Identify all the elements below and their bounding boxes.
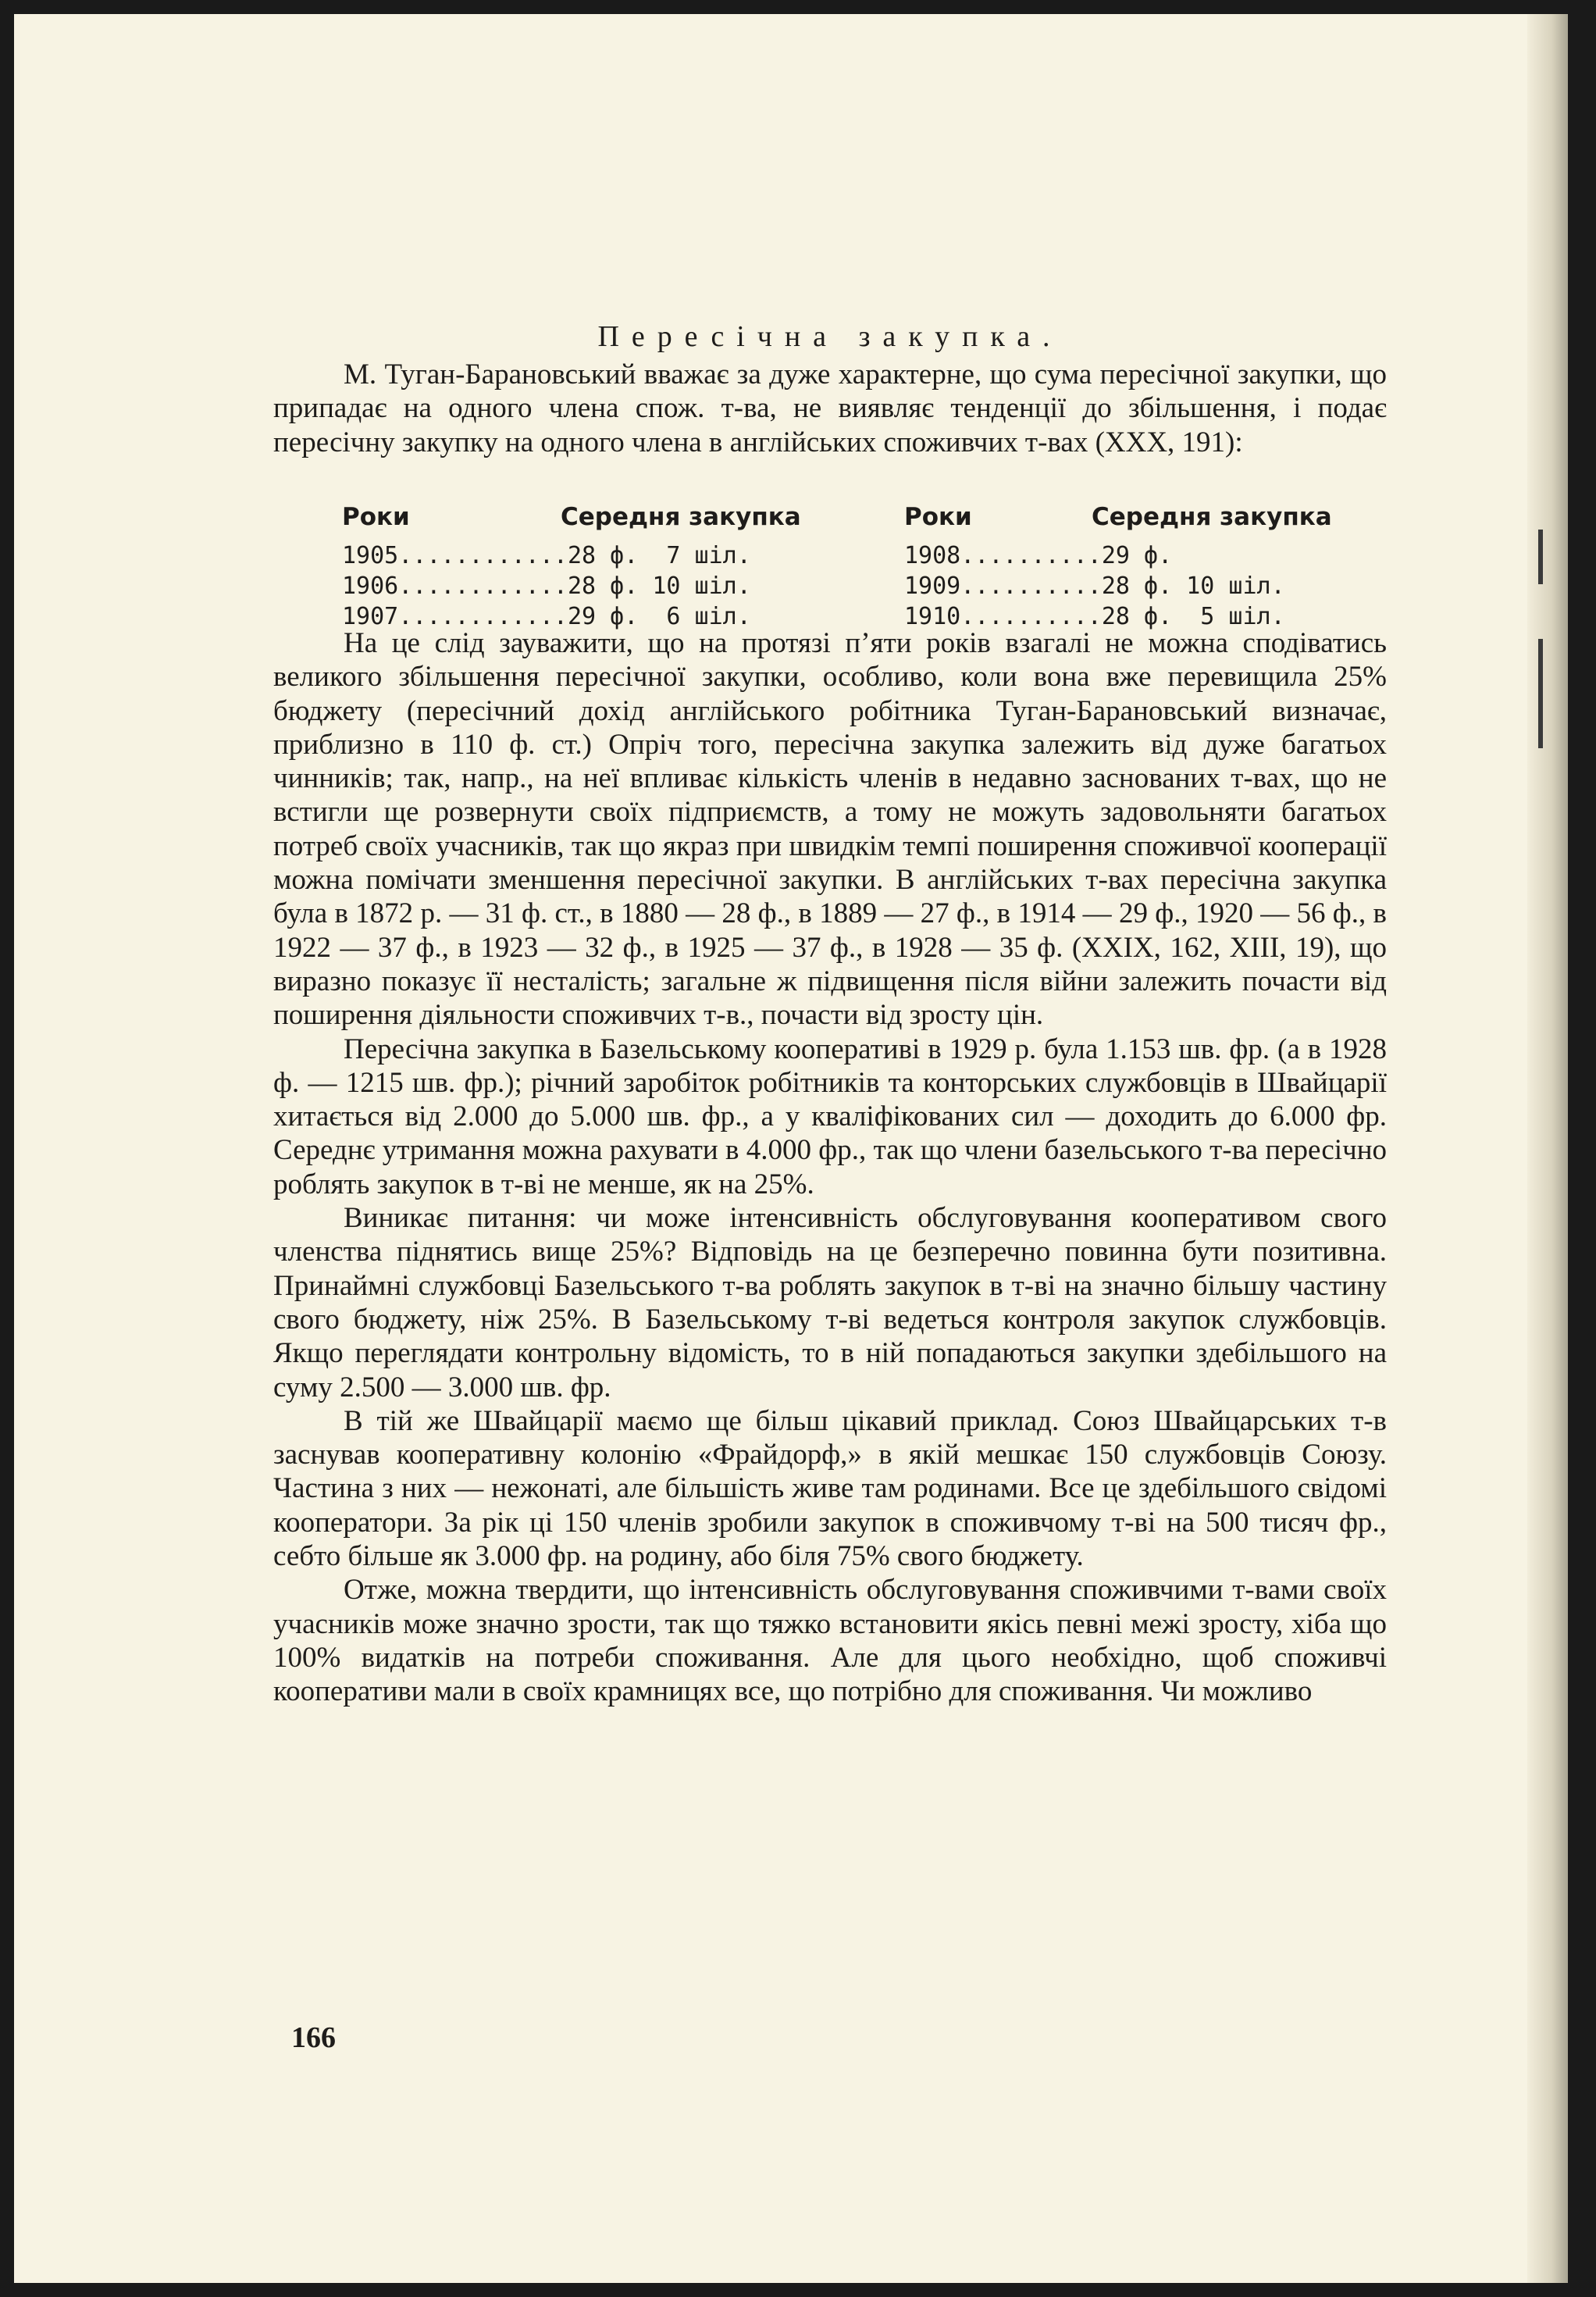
intro-paragraph: М. Туган-Барановський вважає за дуже характерне, що сума пересічної закупки, що припадає на одного члена спож. т-ва, не виявляє тенденції до збільшення, і подає пересічну закупку на одного члена в англійських споживчих т-вах (XXX, 191):: [273, 358, 1387, 458]
page-number: 166: [291, 2021, 336, 2054]
page-edge: [1527, 14, 1568, 2283]
paragraph-2: Пересічна закупка в Базельському кооперативі в 1929 р. була 1.153 шв. фр. (а в 1928 ф. — 1215 шв. фр.); річний заробіток робітників та конторських службовців в Швайцарії хитається від 2.000 до 5.000 шв. фр., а у кваліфікованих сил — доходить до 6.000 фр. Середнє утримання можна рахувати в 4.000 фр., так що члени базельського т-ва пересічно роблять закупок в т-ві не менше, як на 25%.: [273, 1033, 1387, 1200]
section-title: Пересічна закупка.: [597, 320, 1063, 353]
table-column-right: [904, 500, 1388, 632]
edge-mark: [1538, 530, 1543, 584]
table-row: 1905............28 ф. 7 шіл.: [342, 542, 751, 569]
table-row: 1910..........28 ф. 5 шіл.: [904, 603, 1285, 630]
table-header: [342, 500, 826, 540]
paragraph-5: Отже, можна твердити, що інтенсивність обслуговування споживчими т-вами своїх учасників може значно зрости, так що тяжко встановити якісь певні межі зросту, хіба що 100% видатків на потреби споживання. Але для цього необхідно, щоб споживчі кооперативи мали в своїх крамницях все, що потрібно для споживання. Чи можливо: [273, 1574, 1387, 1708]
edge-mark: [1538, 639, 1543, 748]
header-years: Роки: [342, 503, 410, 531]
header-average: Середня закупка: [1092, 503, 1332, 531]
book-page: [14, 14, 1568, 2283]
paragraph-4: В тій же Швайцарії маємо ще більш цікавий приклад. Союз Швайцарських т-в заснував кооперативну колонію «Фрайдорф,» в якій мешкає 150 службовців Союзу. Частина з них — нежонаті, але більшість живе там родинами. Все це здебільшого свідомі кооператори. За рік ці 150 членів зробили закупок в споживчому т-ві на 500 тисяч фр., себто більше як 3.000 фр. на родину, або біля 75% свого бюджету.: [273, 1404, 1387, 1573]
header-average: Середня закупка: [561, 503, 801, 531]
table-column-left: [342, 500, 826, 632]
table-row: 1906............28 ф. 10 шіл.: [342, 572, 751, 600]
intro-block: [273, 358, 1387, 459]
table-header: [904, 500, 1388, 540]
header-years: Роки: [904, 503, 972, 531]
paragraph-1: На це слід зауважити, що на протязі п’яти років взагалі не можна сподіватись великого збільшення пересічної закупки, особливо, коли вона вже перевищила 25% бюджету (пересічний дохід англійського робітника Туган-Барановський визначає, приблизно в 110 ф. ст.) Опріч того, пересічна закупка залежить від дуже багатьох чинників; так, напр., на неї впливає кількість членів в недавно заснованих т-вах, що не встигли ще розвернути своїх підприємств, а тому не можуть задовольняти багатьох потреб своїх учасників, так що якраз при швидкім темпі поширення споживчої кооперації можна помічати зменшення пересічної закупки. В англійських т-вах пересічна закупка була в 1872 р. — 31 ф. ст., в 1880 — 28 ф., в 1889 — 27 ф., в 1914 — 29 ф., 1920 — 56 ф., в 1922 — 37 ф., в 1923 — 32 ф., в 1925 — 37 ф., в 1928 — 35 ф. (XXIX, 162, XIII, 19), що виразно показує її несталість; загальне ж підвищення після війни залежить почасти від поширення діяльности споживчих т-в., почасти від зросту цін.: [273, 627, 1387, 1032]
body-text: [273, 626, 1387, 1709]
table-row: 1908..........29 ф.: [904, 542, 1173, 569]
paragraph-3: Виникає питання: чи може інтенсивність обслуговування кооперативом свого членства піднятись вище 25%? Відповідь на це безперечно повинна бути позитивна. Принаймні службовці Базельського т-ва роблять закупок в т-ві на значно більшу частину свого бюджету, ніж 25%. В Базельському т-ві ведеться контроля закупок службовців. Якщо переглядати контрольну відомість, то в ній попадаються закупки здебільшого на суму 2.500 — 3.000 шв. фр.: [273, 1202, 1387, 1404]
table-row: 1909..........28 ф. 10 шіл.: [904, 572, 1285, 600]
table-row: 1907............29 ф. 6 шіл.: [342, 603, 751, 630]
